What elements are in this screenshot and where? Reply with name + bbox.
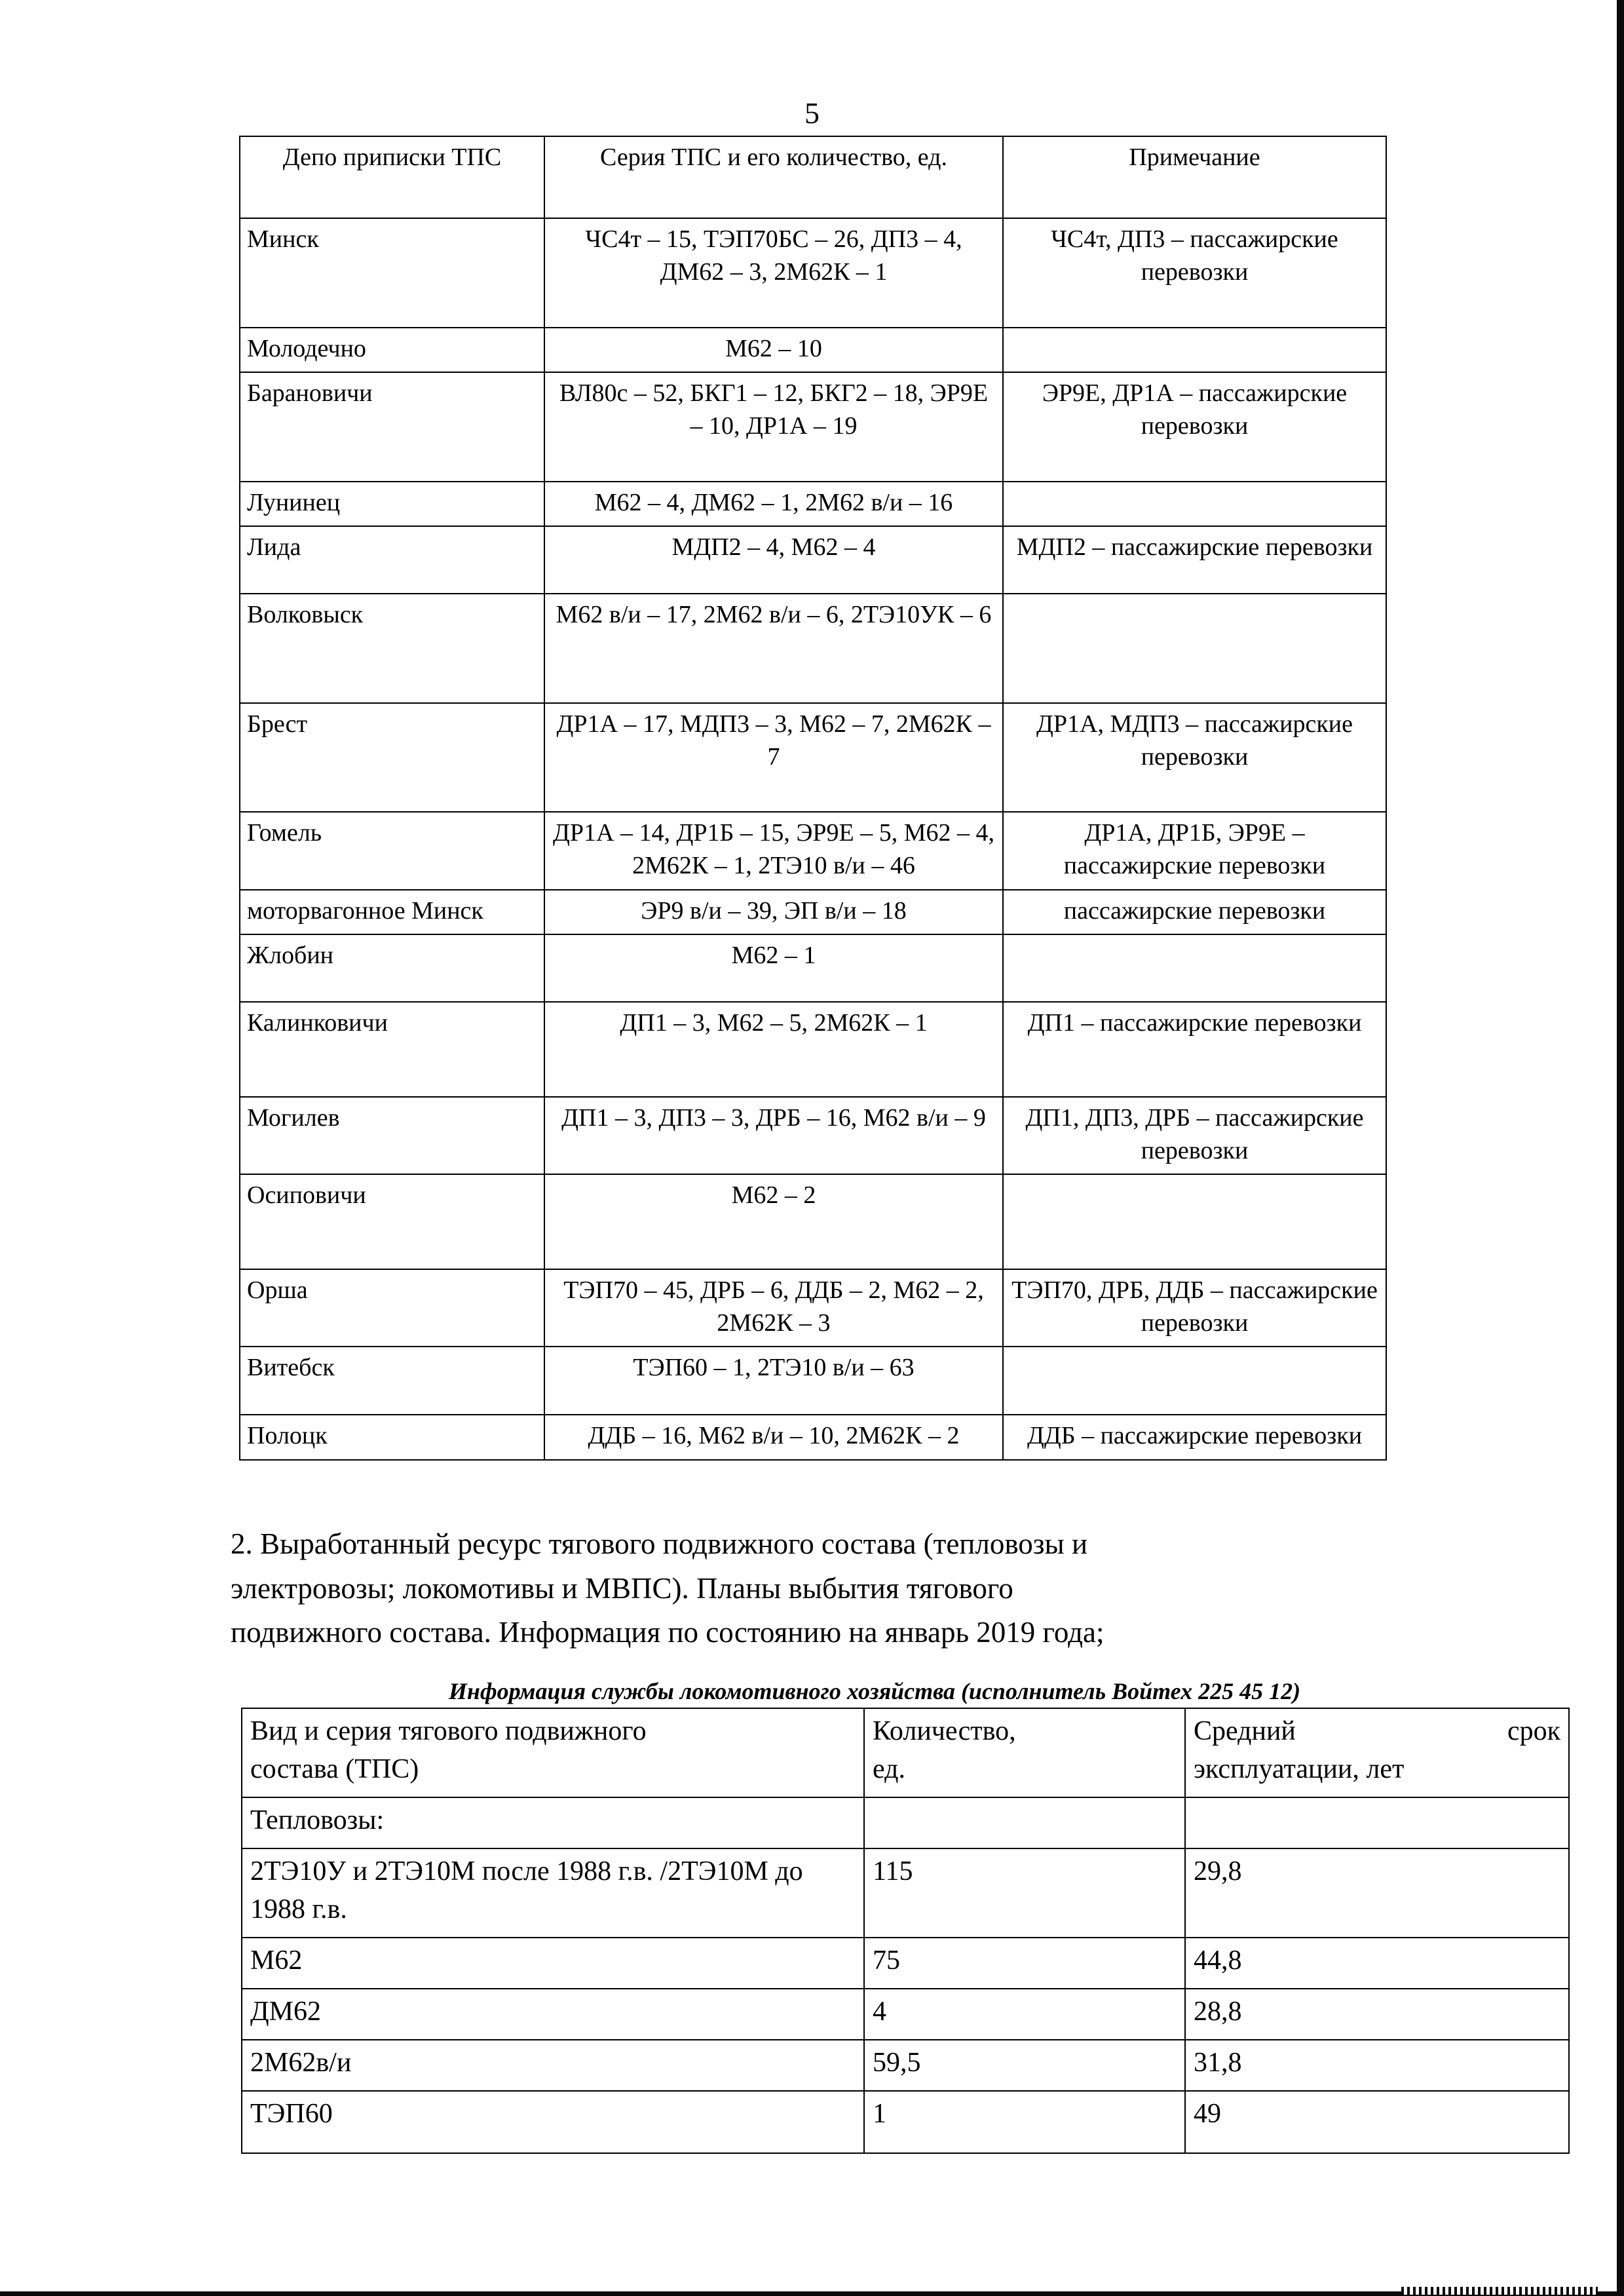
table-row <box>240 218 1386 328</box>
cell-note: ЧС4т, ДП3 – пассажирские перевозки <box>1003 218 1386 328</box>
cell-series: М62 – 2 <box>544 1174 1003 1269</box>
cell-series: М62 – 10 <box>544 328 1003 372</box>
table-row <box>240 703 1386 812</box>
cell-avg-service-life: 31,8 <box>1185 2040 1569 2091</box>
cell-type-series: 2М62в/и <box>242 2040 864 2091</box>
cell-depot: Орша <box>240 1269 544 1347</box>
cell-depot: Калинковичи <box>240 1002 544 1097</box>
cell-depot: Лунинец <box>240 482 544 526</box>
cell-note <box>1003 594 1386 703</box>
section-2-line-3: подвижного состава. Информация по состоянию на январь 2019 года; <box>231 1616 1105 1649</box>
table-row <box>240 1415 1386 1459</box>
cell-note: пассажирские перевозки <box>1003 890 1386 934</box>
column-header-note: Примечание <box>1003 136 1386 218</box>
table-row <box>240 594 1386 703</box>
table-2-source-caption: Информация службы локомотивного хозяйства (исполнитель Войтех 225 45 12) <box>448 1678 1301 1704</box>
column-header-avg-service-life <box>1185 1708 1569 1797</box>
cell-depot: Молодечно <box>240 328 544 372</box>
cell-series: ДР1А – 14, ДР1Б – 15, ЭР9Е – 5, М62 – 4, 2М62К – 1, 2ТЭ10 в/и – 46 <box>544 812 1003 889</box>
cell-depot: Могилев <box>240 1097 544 1174</box>
table-row <box>242 1989 1569 2040</box>
table-row <box>242 2091 1569 2153</box>
cell-series: ДП1 – 3, М62 – 5, 2М62К – 1 <box>544 1002 1003 1097</box>
cell-note <box>1003 328 1386 372</box>
cell-series: ТЭП60 – 1, 2ТЭ10 в/и – 63 <box>544 1347 1003 1415</box>
cell-series: ДП1 – 3, ДП3 – 3, ДРБ – 16, М62 в/и – 9 <box>544 1097 1003 1174</box>
cell-series: МДП2 – 4, М62 – 4 <box>544 526 1003 594</box>
cell-avg-service-life <box>1185 1797 1569 1848</box>
cell-depot: Жлобин <box>240 934 544 1002</box>
cell-note <box>1003 1174 1386 1269</box>
cell-depot: Осиповичи <box>240 1174 544 1269</box>
cell-depot: Витебск <box>240 1347 544 1415</box>
cell-avg-service-life: 29,8 <box>1185 1848 1569 1938</box>
cell-series: ДДБ – 16, М62 в/и – 10, 2М62К – 2 <box>544 1415 1003 1459</box>
cell-depot: Полоцк <box>240 1415 544 1459</box>
column-header-series: Серия ТПС и его количество, ед. <box>544 136 1003 218</box>
cell-note <box>1003 482 1386 526</box>
cell-depot: Брест <box>240 703 544 812</box>
section-2-line-1: 2. Выработанный ресурс тягового подвижного состава (тепловозы и <box>231 1527 1088 1560</box>
cell-avg-service-life: 44,8 <box>1185 1938 1569 1989</box>
table-row <box>242 1938 1569 1989</box>
table-row <box>240 1174 1386 1269</box>
cell-quantity: 115 <box>864 1848 1185 1938</box>
cell-note: ДП1, ДП3, ДРБ – пассажирские перевозки <box>1003 1097 1386 1174</box>
cell-quantity <box>864 1797 1185 1848</box>
scan-edge-right <box>1617 0 1624 2296</box>
table-row <box>242 1797 1569 1848</box>
cell-series: ЭР9 в/и – 39, ЭП в/и – 18 <box>544 890 1003 934</box>
table-header-row <box>242 1708 1569 1797</box>
cell-avg-service-life: 28,8 <box>1185 1989 1569 2040</box>
rolling-stock-resource-table <box>241 1708 1570 2154</box>
cell-note: ДДБ – пассажирские перевозки <box>1003 1415 1386 1459</box>
cell-series: М62 в/и – 17, 2М62 в/и – 6, 2ТЭ10УК – 6 <box>544 594 1003 703</box>
cell-note: ТЭП70, ДРБ, ДДБ – пассажирские перевозки <box>1003 1269 1386 1347</box>
cell-type-series: ТЭП60 <box>242 2091 864 2153</box>
cell-note <box>1003 934 1386 1002</box>
column-header-type-series <box>242 1708 864 1797</box>
cell-note: ЭР9Е, ДР1А – пассажирские перевозки <box>1003 372 1386 482</box>
cell-quantity: 59,5 <box>864 2040 1185 2091</box>
cell-type-series: ДМ62 <box>242 1989 864 2040</box>
scan-edge-bottom-hatch <box>1401 2287 1598 2295</box>
table-row <box>240 1002 1386 1097</box>
table-row <box>242 1848 1569 1938</box>
table-row <box>240 482 1386 526</box>
column-header-avg-service-life-line2: эксплуатации, лет <box>1194 1753 1405 1784</box>
table-row <box>240 890 1386 934</box>
table-row <box>240 372 1386 482</box>
cell-depot: Минск <box>240 218 544 328</box>
column-header-quantity-line1: Количество, <box>873 1716 1016 1746</box>
cell-depot: Лида <box>240 526 544 594</box>
cell-quantity: 4 <box>864 1989 1185 2040</box>
table-row <box>240 1097 1386 1174</box>
cell-series: М62 – 1 <box>544 934 1003 1002</box>
section-2-paragraph <box>231 1522 1423 1655</box>
rolling-stock-resource-table-container <box>241 1708 1568 2154</box>
cell-series: М62 – 4, ДМ62 – 1, 2М62 в/и – 16 <box>544 482 1003 526</box>
cell-note: МДП2 – пассажирские перевозки <box>1003 526 1386 594</box>
table-row <box>240 526 1386 594</box>
cell-depot: Гомель <box>240 812 544 889</box>
column-header-quantity-line2: ед. <box>873 1753 905 1784</box>
scan-edge-bottom <box>0 2291 1624 2296</box>
cell-type-series: Тепловозы: <box>242 1797 864 1848</box>
table-row <box>242 2040 1569 2091</box>
cell-series: ЧС4т – 15, ТЭП70БС – 26, ДП3 – 4, ДМ62 – 3, 2М62К – 1 <box>544 218 1003 328</box>
cell-note: ДП1 – пассажирские перевозки <box>1003 1002 1386 1097</box>
table-row <box>240 1347 1386 1415</box>
table-header-row <box>240 136 1386 218</box>
cell-avg-service-life: 49 <box>1185 2091 1569 2153</box>
depot-fleet-table <box>239 136 1387 1461</box>
cell-series: ДР1А – 17, МДП3 – 3, М62 – 7, 2М62К – 7 <box>544 703 1003 812</box>
table-row <box>240 812 1386 889</box>
column-header-depot: Депо приписки ТПС <box>240 136 544 218</box>
cell-type-series: М62 <box>242 1938 864 1989</box>
cell-note <box>1003 1347 1386 1415</box>
cell-depot: Волковыск <box>240 594 544 703</box>
table-row <box>240 934 1386 1002</box>
table-row <box>240 1269 1386 1347</box>
depot-fleet-table-container <box>239 136 1386 1461</box>
table-row <box>240 328 1386 372</box>
column-header-avg-service-life-line1: Средний срок <box>1194 1716 1560 1746</box>
section-2-line-2: электровозы; локомотивы и МВПС). Планы выбытия тягового <box>231 1571 1013 1605</box>
cell-note: ДР1А, ДР1Б, ЭР9Е – пассажирские перевозки <box>1003 812 1386 889</box>
cell-type-series: 2ТЭ10У и 2ТЭ10М после 1988 г.в. /2ТЭ10М до 1988 г.в. <box>242 1848 864 1938</box>
column-header-type-series-line2: состава (ТПС) <box>250 1753 419 1784</box>
column-header-type-series-line1: Вид и серия тягового подвижного <box>250 1716 647 1746</box>
cell-note: ДР1А, МДП3 – пассажирские перевозки <box>1003 703 1386 812</box>
cell-quantity: 75 <box>864 1938 1185 1989</box>
cell-depot: моторвагонное Минск <box>240 890 544 934</box>
cell-quantity: 1 <box>864 2091 1185 2153</box>
cell-series: ТЭП70 – 45, ДРБ – 6, ДДБ – 2, М62 – 2, 2М62К – 3 <box>544 1269 1003 1347</box>
cell-series: ВЛ80с – 52, БКГ1 – 12, БКГ2 – 18, ЭР9Е – 10, ДР1А – 19 <box>544 372 1003 482</box>
page-number: 5 <box>804 96 820 130</box>
cell-depot: Барановичи <box>240 372 544 482</box>
column-header-quantity <box>864 1708 1185 1797</box>
